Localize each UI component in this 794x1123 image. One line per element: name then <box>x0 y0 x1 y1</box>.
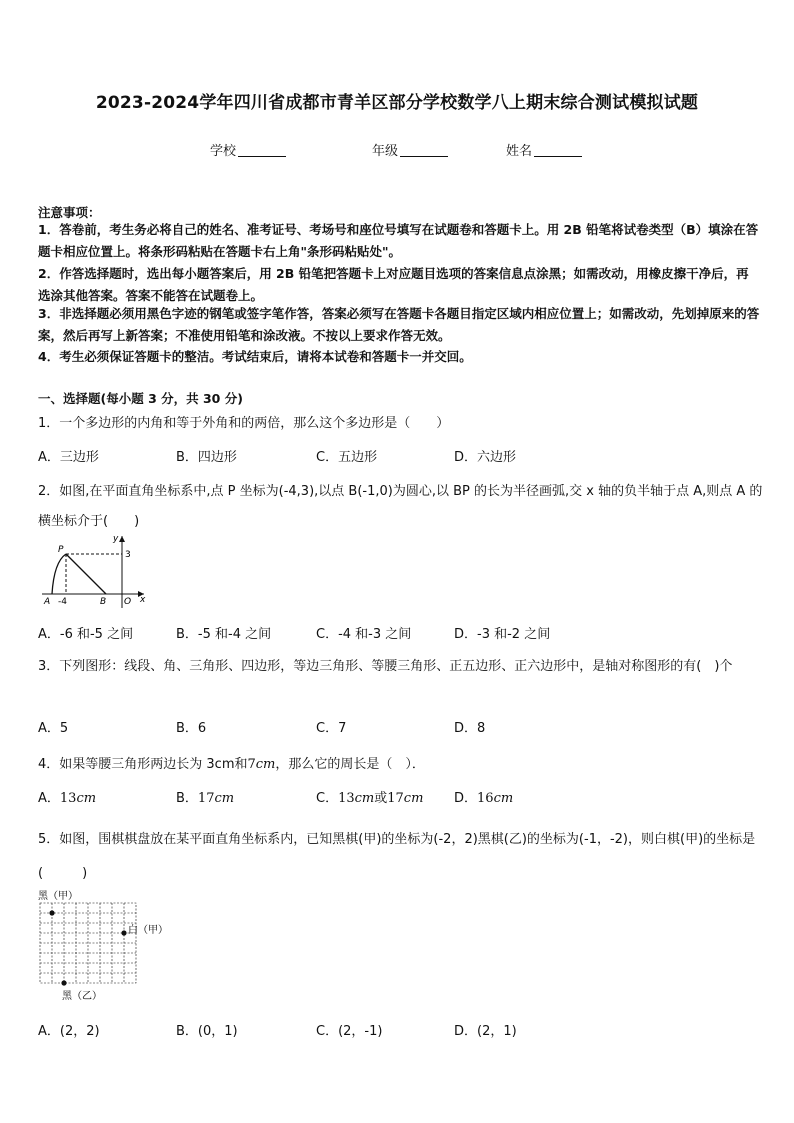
q3-option-d[interactable]: D．8 <box>454 721 486 736</box>
q4-a-label: A． <box>38 791 60 806</box>
black-stone-jia <box>49 910 54 915</box>
q4-c-or: 或 <box>374 791 388 806</box>
q1-option-a[interactable]: A．三边形 <box>38 450 99 465</box>
question-5-board-figure <box>36 887 176 1007</box>
notes-heading: 注意事项： <box>38 205 101 220</box>
white-stone-jia <box>121 930 126 935</box>
q4-d-unit: cm <box>493 791 514 806</box>
exam-title: 2023-2024学年四川省成都市青羊区部分学校数学八上期末综合测试模拟试题 <box>95 93 699 113</box>
black-stone-yi <box>61 980 66 985</box>
q4-c-num: 13 <box>338 791 355 806</box>
q4-option-d[interactable] <box>454 787 513 806</box>
q4-stem-post: ，那么它的周长是（ ）． <box>275 757 425 772</box>
question-1-stem: 1．一个多边形的内角和等于外角和的两倍，那么这个多边形是（ ） <box>38 416 450 431</box>
fig2-label-3: 3 <box>125 550 131 560</box>
question-4-options <box>38 787 764 807</box>
question-4-stem <box>38 754 764 776</box>
q3-option-a[interactable]: A．5 <box>38 721 69 736</box>
question-1-options <box>38 446 764 466</box>
grade-blank[interactable] <box>400 143 448 157</box>
q4-c-num2: 17 <box>387 791 404 806</box>
q4-stem-unit: cm <box>255 757 276 772</box>
fig2-label-x: x <box>140 595 146 605</box>
question-2-figure <box>38 532 158 612</box>
q2-option-c[interactable]: C．-4 和-3 之间 <box>316 627 412 642</box>
q1-option-c[interactable]: C．五边形 <box>316 450 378 465</box>
school-blank[interactable] <box>238 143 286 157</box>
q4-b-num: 17 <box>197 791 215 806</box>
question-2-stem: 2．如图,在平面直角坐标系中,点 P 坐标为(-4,3),以点 B(-1,0)为圆心,以 BP 的长为半径画弧,交 x 轴的负半轴于点 A,则点 A 的横坐标介于( ) <box>38 484 763 529</box>
q4-option-b[interactable] <box>176 787 234 806</box>
q4-a-num: 13 <box>59 791 77 806</box>
q1-option-d[interactable]: D．六边形 <box>454 450 517 465</box>
fig2-label-a: A <box>44 597 51 607</box>
question-2-options <box>38 623 764 643</box>
q5-option-c[interactable]: C．(2，-1) <box>316 1024 383 1039</box>
q4-d-label: D． <box>454 791 478 806</box>
fig5-label-black-jia: 黑（甲） <box>38 891 78 902</box>
fig2-label-p: P <box>58 545 64 555</box>
name-field <box>506 140 582 159</box>
q3-option-c[interactable]: C．7 <box>316 721 347 736</box>
q5-option-b[interactable]: B．(0，1) <box>176 1024 238 1039</box>
fig2-label-o: O <box>124 597 132 607</box>
fig2-label-b: B <box>100 597 107 607</box>
q4-c-label: C． <box>316 791 339 806</box>
question-3-stem: 3．下列图形：线段、角、三角形、四边形，等边三角形、等腰三角形、正五边形、正六边形中，是轴对称图形的有( )个 <box>38 659 733 674</box>
grade-field <box>372 140 448 159</box>
question-5-options <box>38 1020 764 1040</box>
name-label: 姓名 <box>506 144 533 159</box>
q4-d-num: 16 <box>477 791 494 806</box>
question-5-stem: 5．如图，围棋棋盘放在某平面直角坐标系内，已知黑棋(甲)的坐标为(-2，2)黑棋(乙)的坐标为(-1，-2)，则白棋(甲)的坐标是( ) <box>38 832 756 881</box>
q4-b-label: B． <box>176 791 198 806</box>
grade-label: 年级 <box>372 144 399 159</box>
note-1: 1．答卷前，考生务必将自己的姓名、准考证号、考场号和座位号填写在试题卷和答题卡上。用 2B 铅笔将试卷类型（B）填涂在答题卡相应位置上。将条形码粘贴在答题卡右上角"条形码粘贴处"。 <box>38 222 759 259</box>
q1-option-b[interactable]: B．四边形 <box>176 450 237 465</box>
q4-a-unit: cm <box>76 791 97 806</box>
q3-option-b[interactable]: B．6 <box>176 721 207 736</box>
q2-option-a[interactable]: A．-6 和-5 之间 <box>38 627 134 642</box>
q4-b-unit: cm <box>214 791 235 806</box>
q5-option-a[interactable]: A．(2，2) <box>38 1024 100 1039</box>
school-label: 学校 <box>210 144 237 159</box>
q2-option-d[interactable]: D．-3 和-2 之间 <box>454 627 551 642</box>
name-blank[interactable] <box>534 143 582 157</box>
section-heading: 一、选择题(每小题 3 分，共 30 分) <box>38 391 243 406</box>
note-3: 3．非选择题必须用黑色字迹的钢笔或签字笔作答，答案必须写在答题卡各题目指定区域内相应位置上；如需改动，先划掉原来的答案，然后再写上新答案；不准使用铅笔和涂改液。不按以上要求作答无效。 <box>38 306 760 343</box>
q4-c-unit: cm <box>354 791 375 806</box>
school-field <box>210 140 286 159</box>
fig5-label-black-yi: 黑（乙） <box>62 991 102 1002</box>
fig5-label-white-jia: 白（甲） <box>128 925 168 936</box>
q4-option-a[interactable] <box>38 787 96 806</box>
q4-option-c[interactable] <box>316 787 423 806</box>
fig2-label-y: y <box>113 534 119 544</box>
q2-option-b[interactable]: B．-5 和-4 之间 <box>176 627 272 642</box>
q5-option-d[interactable]: D．(2，1) <box>454 1024 517 1039</box>
note-2: 2．作答选择题时，选出每小题答案后，用 2B 铅笔把答题卡上对应题目选项的答案信息点涂黑；如需改动，用橡皮擦干净后，再选涂其他答案。答案不能答在试题卷上。 <box>38 266 749 303</box>
fig2-label-minus4: -4 <box>58 597 67 607</box>
q4-stem-pre: 4．如果等腰三角形两边长为 3cm和 <box>38 757 248 772</box>
q4-stem-num: 7 <box>247 757 256 772</box>
question-3-options <box>38 717 764 737</box>
note-4: 4．考生必须保证答题卡的整洁。考试结束后，请将本试卷和答题卡一并交回。 <box>38 349 472 364</box>
q4-c-unit2: cm <box>403 791 424 806</box>
